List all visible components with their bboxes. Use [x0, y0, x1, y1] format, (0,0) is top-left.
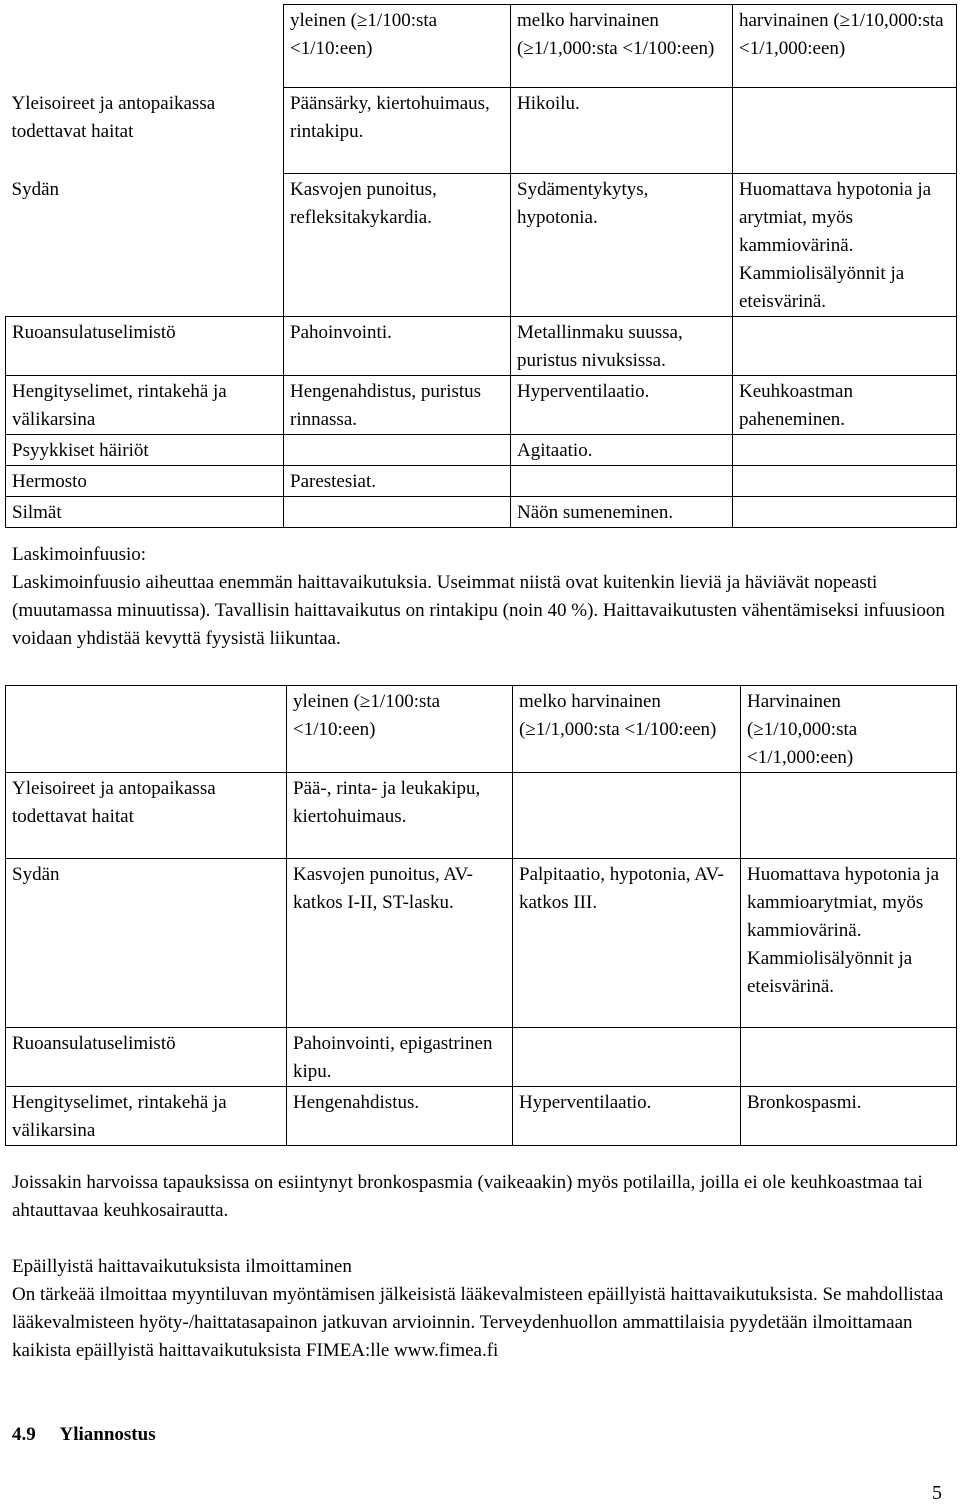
table-cell	[733, 466, 957, 497]
table-header-row	[6, 686, 957, 773]
organ-class-cell: Silmät	[6, 497, 284, 528]
table-cell	[284, 435, 511, 466]
table-header-cell: yleinen (≥1/100:sta <1/10:een)	[287, 686, 513, 773]
table-cell	[741, 773, 957, 859]
organ-class-cell: Ruoansulatuselimistö	[6, 317, 284, 376]
organ-class-cell: Yleisoireet ja antopaikassa todettavat haitat	[11, 92, 216, 142]
reporting-heading: Epäillyistä haittavaikutuksista ilmoittaminen	[12, 1256, 352, 1277]
table-cell: Hengenahdistus, puristus rinnassa.	[284, 376, 511, 435]
table-row	[6, 1087, 957, 1146]
table-header-cell	[6, 5, 284, 88]
organ-class-cell: Hengityselimet, rintakehä ja välikarsina	[6, 1087, 287, 1146]
table-row	[6, 317, 957, 376]
table-header-cell: yleinen (≥1/100:sta <1/10:een)	[284, 5, 511, 88]
table-cell: Hengenahdistus.	[287, 1087, 513, 1146]
organ-class-cell: Psyykkiset häiriöt	[6, 435, 284, 466]
table-row	[6, 88, 957, 174]
organ-class-cell: Hengityselimet, rintakehä ja välikarsina	[6, 376, 284, 435]
table-header-cell: harvinainen (≥1/10,000:sta <1/1,000:een)	[733, 5, 957, 88]
table-cell	[733, 435, 957, 466]
table-cell	[741, 1028, 957, 1087]
table-cell: Metallinmaku suussa, puristus nivuksissa.	[511, 317, 733, 376]
table-cell: Huomattava hypotonia ja kammioarytmiat, myös kammiovärinä. Kammiolisälyönnit ja eteisvärinä.	[741, 859, 957, 1028]
table-row	[6, 174, 957, 317]
table-header-row	[6, 5, 957, 88]
section-heading	[12, 1421, 947, 1449]
table-cell: Agitaatio.	[511, 435, 733, 466]
section-number: 4.9	[12, 1424, 36, 1445]
table-cell	[284, 497, 511, 528]
reporting-paragraph: On tärkeää ilmoittaa myyntiluvan myöntämisen jälkeisistä lääkevalmisteen epäillyistä haittavaikutuksista. Se mahdollistaa lääkevalmisteen hyöty-/haittatasapainon jatkuvan arvioinnin. Terveydenhuollon ammattilaisia pyydetään ilmoittamaan kaikista epäillyistä haittavaikutuksista FIMEA:lle www.fimea.fi	[12, 1284, 944, 1361]
infusion-heading: Laskimoinfuusio:	[12, 544, 147, 565]
table-header-cell: melko harvinainen (≥1/1,000:sta <1/100:een)	[511, 5, 733, 88]
table-cell: Päänsärky, kiertohuimaus, rintakipu.	[284, 88, 511, 174]
table-cell	[513, 773, 741, 859]
table-cell: Huomattava hypotonia ja arytmiat, myös kammiovärinä. Kammiolisälyönnit ja eteisvärinä.	[733, 174, 957, 317]
table-row	[6, 1028, 957, 1087]
table-cell	[733, 497, 957, 528]
table-header-cell: Harvinainen (≥1/10,000:sta <1/1,000:een)	[741, 686, 957, 773]
table-row	[6, 859, 957, 1028]
bronchospasm-note: Joissakin harvoissa tapauksissa on esiintynyt bronkospasmia (vaikeaakin) myös potilailla, joilla ei ole keuhkoastmaa tai ahtauttavaa keuhkosairautta.	[12, 1172, 923, 1221]
table-cell: Hyperventilaatio.	[513, 1087, 741, 1146]
table-cell: Bronkospasmi.	[741, 1087, 957, 1146]
table-cell	[733, 317, 957, 376]
table-cell: Palpitaatio, hypotonia, AV-katkos III.	[513, 859, 741, 1028]
table-cell: Sydämentykytys, hypotonia.	[511, 174, 733, 317]
adverse-effects-table	[5, 4, 957, 528]
infusion-adverse-effects-table	[5, 685, 957, 1146]
section-title: Yliannostus	[59, 1424, 156, 1445]
table-cell: Kasvojen punoitus, AV-katkos I-II, ST-lasku.	[287, 859, 513, 1028]
table-cell: Pää-, rinta- ja leukakipu, kiertohuimaus.	[287, 773, 513, 859]
organ-class-cell: Sydän	[11, 178, 59, 200]
organ-class-cell: Yleisoireet ja antopaikassa todettavat haitat	[6, 773, 287, 859]
table-cell: Keuhkoastman paheneminen.	[733, 376, 957, 435]
organ-class-cell: Hermosto	[6, 466, 284, 497]
table-cell: Kasvojen punoitus, refleksitakykardia.	[284, 174, 511, 317]
table-cell	[733, 88, 957, 174]
table-cell: Hikoilu.	[511, 88, 733, 174]
table-row	[6, 497, 957, 528]
table-row	[6, 435, 957, 466]
table-row	[6, 773, 957, 859]
page-number: 5	[932, 1482, 942, 1504]
table-cell: Hyperventilaatio.	[511, 376, 733, 435]
table-cell: Parestesiat.	[284, 466, 511, 497]
table-cell	[513, 1028, 741, 1087]
organ-class-cell: Ruoansulatuselimistö	[6, 1028, 287, 1087]
table-cell	[511, 466, 733, 497]
infusion-paragraph: Laskimoinfuusio aiheuttaa enemmän haittavaikutuksia. Useimmat niistä ovat kuitenkin lieviä ja häviävät nopeasti (muutamassa minuutissa). Tavallisin haittavaikutus on rintakipu (noin 40 %). Haittavaikutusten vähentämiseksi infuusioon voidaan yhdistää kevyttä fyysistä liikuntaa.	[12, 572, 945, 649]
table-row	[6, 466, 957, 497]
table-row	[6, 376, 957, 435]
table-header-cell: melko harvinainen (≥1/1,000:sta <1/100:een)	[513, 686, 741, 773]
table-header-cell	[6, 686, 287, 773]
organ-class-cell: Sydän	[6, 859, 287, 1028]
table-cell: Näön sumeneminen.	[511, 497, 733, 528]
table-cell: Pahoinvointi.	[284, 317, 511, 376]
table-cell: Pahoinvointi, epigastrinen kipu.	[287, 1028, 513, 1087]
